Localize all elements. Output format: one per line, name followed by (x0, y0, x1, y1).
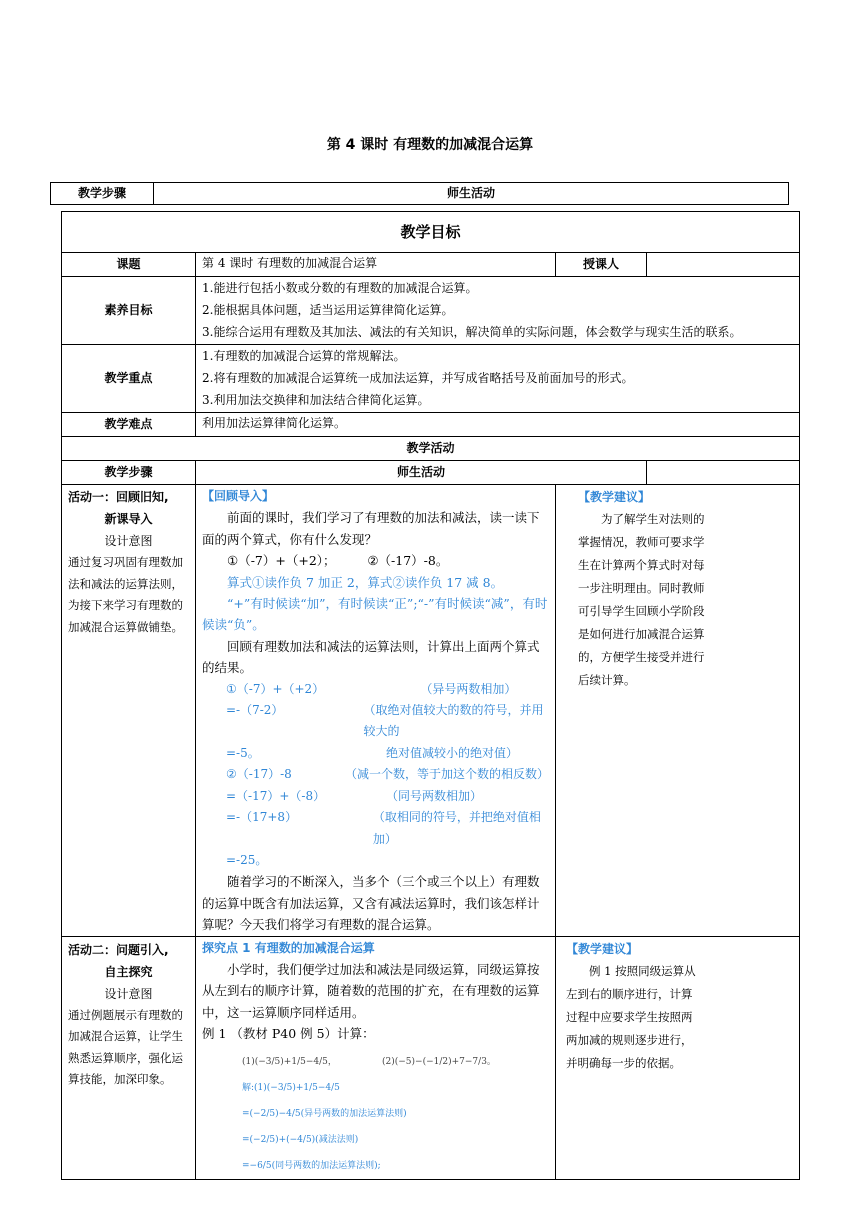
activity1-title: 活动一：回顾旧知, (68, 490, 169, 504)
calc-line: =-（17+8） （取相同的符号，并把绝对值相加） (226, 810, 541, 846)
activity2-subtitle: 自主探究 (104, 964, 153, 979)
keypoints-label: 教学重点 (62, 345, 196, 413)
activity1-subtitle: 新课导入 (104, 512, 153, 526)
keypoint-item: 3.利用加法交换律和加法结合律简化运算。 (202, 393, 430, 407)
example-2: (2)(−5)−(−1/2)+7−7/3。 (382, 1056, 496, 1067)
page-title: 第 4 课时 有理数的加减混合运算 (326, 137, 534, 153)
literacy-item: 2.能根据具体问题，适当运用运算律简化运算。 (202, 303, 454, 317)
literacy-label: 素养目标 (62, 277, 196, 345)
calc-line: =-5。 绝对值减较小的绝对值） (226, 745, 519, 760)
activity1-p6: 随着学习的不断深入，当多个（三个或三个以上）有理数的运算中既含有加法运算，又含有减法运算时，我们该怎样计算呢？今天我们将学习有理数的混合运算。 (202, 874, 540, 933)
activity2-intent: 通过例题展示有理数的加减混合运算，让学生熟悉运算顺序，强化运算技能，加深印象。 (68, 1007, 183, 1087)
calc-line: ①（-7）+（+2） （异号两数相加） (226, 681, 517, 696)
topic-value: 第 4 课时 有理数的加减混合运算 (196, 253, 556, 277)
header-activity: 师生活动 (154, 183, 789, 205)
activity1-intent: 通过复习巩固有理数加法和减法的运算法则，为接下来学习有理数的加减混合运算做铺垫。 (68, 555, 183, 634)
header-step: 教学步骤 (51, 183, 154, 205)
example-1: (1)(−3/5)+1/5−4/5， (242, 1056, 337, 1067)
difficulty-label: 教学难点 (62, 413, 196, 437)
activity2-suggest: 例 1 按照同级运算从左到右的顺序进行，计算过程中应要求学生按照两两加减的规则逐步进行，并明确每一步的依据。 (566, 963, 696, 1070)
activity2-suggest-title: 【教学建议】 (566, 941, 639, 956)
activity1-p1: 前面的课时，我们学习了有理数的加法和减法，读一读下面的两个算式，你有什么发现？ (202, 510, 540, 547)
calc-line: ②（-17）-8 （减一个数，等于加这个数的相反数） (226, 767, 549, 782)
literacy-item: 3.能综合运用有理数及其加法、减法的有关知识，解决简单的实际问题，体会数学与现实生活的联系。 (202, 325, 742, 339)
lesson-table (61, 211, 800, 1180)
literacy-item: 1.能进行包括小数或分数的有理数的加减混合运算。 (202, 281, 478, 295)
activity2-p1: 小学时，我们便学过加法和减法是同级运算，同级运算按从左到右的顺序计算，随着数的范围的扩充，在有理数的运算中，这一运算顺序同样适用。 (202, 961, 540, 1020)
activity1-suggest: 为了解学生对法则的掌握情况，教师可要求学生在计算两个算式时对每一步注明理由。同时教师可引导学生回顾小学阶段是如何进行加减混合运算的，方便学生接受并进行后续计算。 (578, 512, 705, 687)
header-table (50, 182, 789, 205)
activity2-p2: 例 1 （教材 P40 例 5）计算： (202, 1026, 375, 1042)
keypoint-item: 2.将有理数的加减混合运算统一成加法运算，并写成省略括号及前面加号的形式。 (202, 371, 634, 385)
calc-line: =-25。 (226, 852, 268, 867)
calc-line: =（-17）+（-8） （同号两数相加） (226, 788, 483, 803)
teacher-value (647, 253, 800, 277)
activity1-intent-label: 设计意图 (104, 534, 153, 548)
goals-title: 教学目标 (62, 212, 800, 253)
activity1-p4: “+”有时候读“加”，有时候读“正”;“-”有时候读“减”，有时候读“负”。 (202, 596, 548, 633)
teacher-label: 授课人 (556, 253, 647, 277)
activity1-p3: 算式①读作负 7 加正 2，算式②读作负 17 减 8。 (227, 574, 504, 590)
activities-header-activity: 师生活动 (196, 461, 647, 485)
topic-label: 课题 (62, 253, 196, 277)
activity1-p5: 回顾有理数加法和减法的运算法则，计算出上面两个算式的结果。 (202, 638, 540, 676)
keypoint-item: 1.有理数的加减混合运算的常规解法。 (202, 349, 406, 363)
calc-line: =-（7-2） （取绝对值较大的数的符号，并用较大的 (226, 703, 544, 739)
activities-header-step: 教学步骤 (62, 461, 196, 485)
activity2-title: 活动二：问题引入, (68, 942, 169, 957)
solution-line: =−6/5(同号两数的加法运算法则); (242, 1160, 381, 1171)
activity2-section: 探究点 1 有理数的加减混合运算 (202, 940, 375, 955)
activity1-suggest-title: 【教学建议】 (578, 490, 651, 504)
activity2-intent-label: 设计意图 (104, 986, 153, 1001)
solution-line: =(−2/5)+(−4/5)(减法法则) (242, 1134, 359, 1145)
example-math (242, 1049, 549, 1179)
difficulty-value: 利用加法运算律简化运算。 (196, 413, 800, 437)
solution-line: =(−2/5)−4/5(异号两数的加法运算法则) (242, 1108, 407, 1119)
activity1-p2: ①（-7）+（+2）； ②（-17）-8。 (227, 553, 449, 569)
activity1-section: 【回顾导入】 (202, 489, 275, 503)
solution-line: 解:(1)(−3/5)+1/5−4/5 (242, 1082, 340, 1093)
activities-title: 教学活动 (62, 437, 800, 461)
